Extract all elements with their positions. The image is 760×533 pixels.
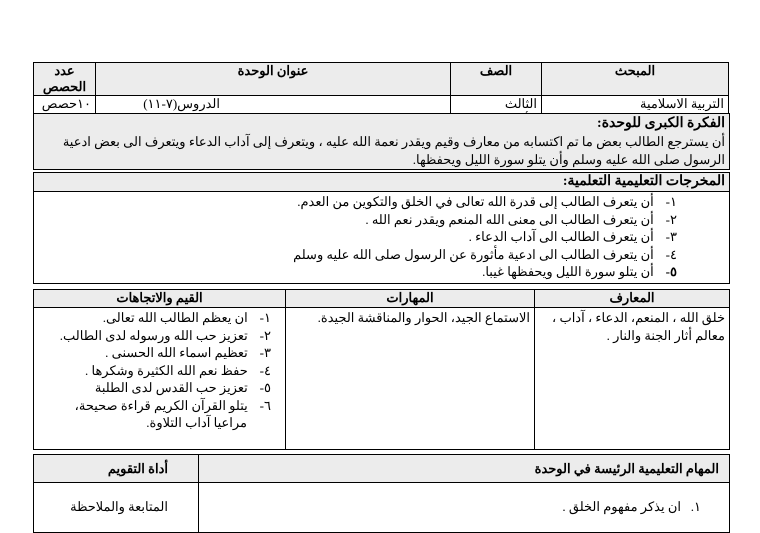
outcome-item: ٤- أن يتعرف الطالب الى ادعية مأثورة عن الرسول صلى الله عليه وسلم [293,246,677,262]
value-item: ٤- حفظ نعم الله الكثيرة وشكرها . [84,362,271,378]
tasks-header: المهام التعليمية الرئيسة في الوحدة [199,455,730,483]
big-idea-line-2: الرسول صلى الله عليه وسلم وأن يتلو سورة الليل ويحفظها. [412,152,725,167]
big-idea-box [33,113,730,170]
outcomes-list [34,192,729,281]
knowledge-header: المعارف [535,290,730,308]
knowledge-line: معالم أثار الجنة والنار . [606,328,725,343]
knowledge-cell [535,308,730,450]
tasks-table [33,454,730,533]
tool-header: أداة التقويم [34,455,199,483]
values-cell [34,308,286,450]
big-idea-line-1: أن يسترجع الطالب بعض ما تم اكتسابه من معارف وقيم ويقدر نعمة الله عليه ، ويتعرف إلى آداب الدعاء ويتعرف الى بعض ادعية [62,134,725,149]
values-list [38,309,271,432]
outcomes-box [33,172,730,284]
task-text: ان يذكر مفهوم الخلق . [562,499,682,514]
subject-value: التربية الاسلامية [542,96,729,129]
outcome-item: ٢- أن يتعرف الطالب الى معنى الله المنعم ويقدر نعم الله . [365,211,677,227]
outcomes-title: المخرجات التعليمية التعلمية: [34,173,729,192]
big-idea-title: الفكرة الكبرى للوحدة: [597,116,725,131]
task-number: ١. [690,499,701,514]
periods-value: ١٠حصص [34,96,96,129]
value-item: مراعيا آداب التلاوة. [146,415,247,430]
knowledge-line: خلق الله ، المنعم، الدعاء ، آداب ، [552,310,725,325]
unit-title-label: عنوان الوحدة [96,63,451,96]
value-item: ٢- تعزيز حب الله ورسوله لدى الطالب. [59,327,271,343]
outcome-item: ٣- أن يتعرف الطالب الى آداب الدعاء . [468,229,677,244]
values-header: القيم والاتجاهات [34,290,286,308]
skills-header: المهارات [286,290,535,308]
grade-value: الثالث [451,96,542,129]
value-item: ٦- يتلو القرآن الكريم قراءة صحيحة، [74,397,271,413]
tool-cell: المتابعة والملاحظة [34,483,199,533]
periods-label: عدد الحصص [34,63,96,96]
value-item: ١- ان يعظم الطالب الله تعالى. [102,310,271,325]
outcome-item: ٥- أن يتلو سورة الليل ويحفظها غيبا. [482,264,677,279]
outcome-item: ١- أن يتعرف الطالب إلى قدرة الله تعالى في الخلق والتكوين من العدم. [297,194,677,209]
grade-label: الصف [451,63,542,96]
matrix-table [33,289,730,450]
unit-title-value: الدروس(٧-١١) [96,96,451,129]
value-item: ٥- تعزيز حب القدس لدى الطلبة [94,380,271,395]
subject-label: المبحث [542,63,729,96]
skills-cell: الاستماع الجيد، الحوار والمناقشة الجيدة. [286,308,535,450]
value-item: ٣- تعظيم اسماء الله الحسنى . [105,345,271,360]
task-cell [199,483,730,533]
